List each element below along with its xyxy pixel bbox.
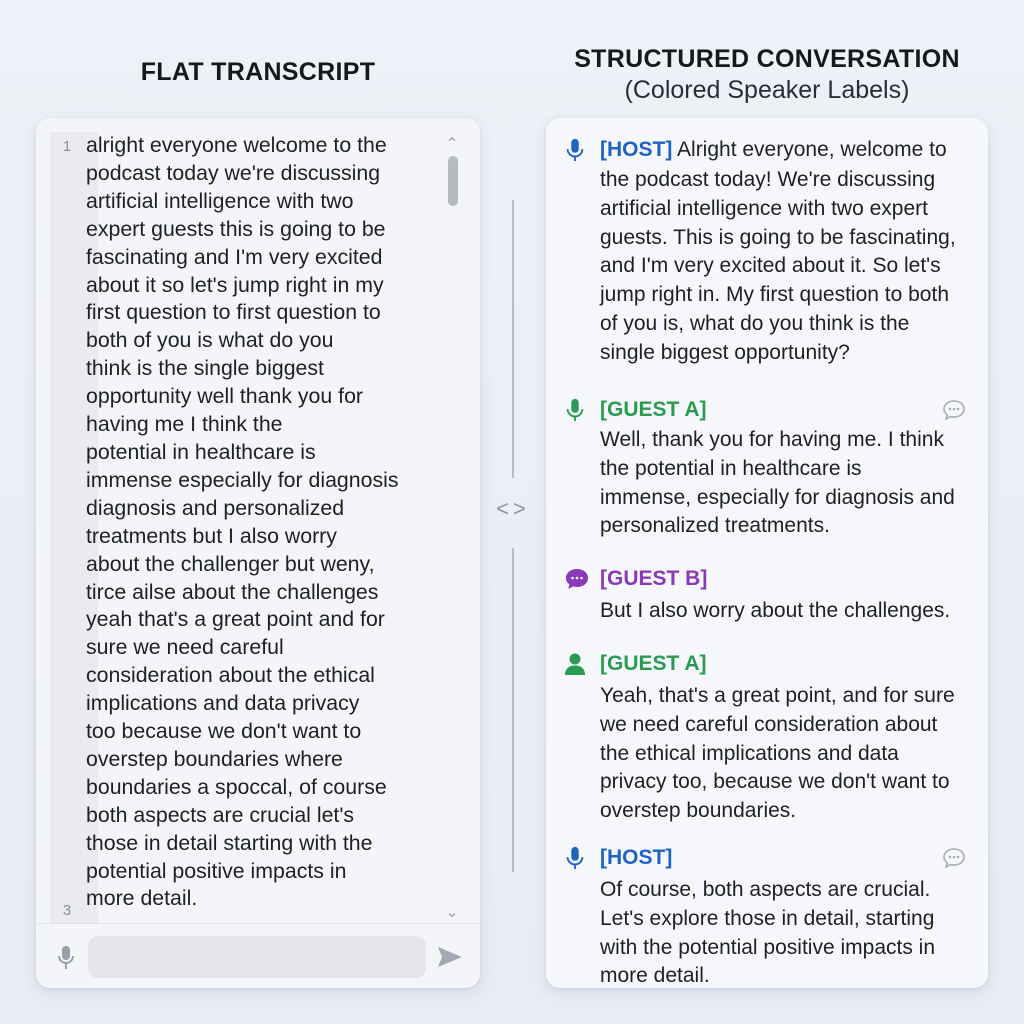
speaker-label: [GUEST B] — [600, 567, 708, 590]
message-guest-a — [546, 652, 988, 822]
message-text: Well, thank you for having me. I think the potential in healthcare is immense, especially for diagnosis and personalized treatments. — [600, 428, 955, 538]
composer-bar — [36, 923, 480, 988]
scroll-down-chevron-icon[interactable]: ⌄ — [445, 904, 459, 921]
speaker-label: [HOST] — [600, 138, 673, 161]
message-text: But I also worry about the challenges. — [600, 599, 951, 622]
speaker-label: [GUEST A] — [600, 398, 707, 421]
speaker-label: [GUEST A] — [600, 652, 707, 675]
scrollbar-thumb[interactable] — [448, 156, 458, 206]
flat-transcript-heading: FLAT TRANSCRIPT — [140, 58, 376, 86]
structured-conversation-subtitle: (Colored Speaker Labels) — [624, 76, 910, 104]
flat-transcript-text: alright everyone welcome to the podcast today we're discussing artificial intelligence with two expert guests this is going to be fascinating and I'm very excited about it so let's jump right in my first question to first question to both of you is what do you think is the single biggest opportunity well thank you for having me I think the potential in healthcare is immense especially for diagnosis diagnosis and personalized treatments but I also worry about the challenger but weny, tirce ailse about the challenges yeah that's a great point and for sure we need careful consideration about the ethical implications and data privacy too because we don't want to overstep boundaries where boundaries a spoccal, of course both aspects are crucial let's those in detail starting with the potential positive impacts in more detail. — [86, 133, 399, 911]
divider-line — [512, 548, 514, 872]
transcript-scroll-area[interactable] — [36, 118, 480, 923]
microphone-icon — [564, 398, 586, 422]
structured-conversation-heading — [546, 44, 988, 106]
send-icon[interactable] — [436, 944, 464, 970]
message-host — [546, 138, 988, 378]
line-number: 3 — [62, 902, 72, 919]
speech-bubble-icon — [564, 567, 590, 591]
microphone-icon — [564, 846, 586, 870]
message-text: Yeah, that's a great point, and for sure we need careful consideration about the ethical implications and data privacy too, because we don't want to overstep boundaries. — [600, 684, 955, 823]
structured-conversation-panel — [546, 118, 988, 988]
comment-icon[interactable] — [942, 399, 966, 421]
message-host — [546, 846, 988, 986]
speaker-label: [HOST] — [600, 846, 673, 869]
message-guest-b — [546, 567, 988, 627]
person-icon — [564, 652, 586, 676]
line-number: 1 — [62, 138, 72, 155]
message-text-first-line: Alright everyone, welcome to — [677, 138, 947, 161]
comment-icon[interactable] — [942, 847, 966, 869]
flat-transcript-panel — [36, 118, 480, 988]
scroll-up-chevron-icon[interactable]: ⌃ — [445, 136, 459, 153]
microphone-icon — [564, 138, 586, 162]
message-guest-a — [546, 398, 988, 538]
message-text: Of course, both aspects are crucial. Let's explore those in detail, starting with the potential positive impacts in more detail. — [600, 878, 936, 988]
structured-conversation-title: STRUCTURED CONVERSATION — [574, 45, 960, 73]
divider-line — [512, 200, 514, 478]
code-brackets-icon: <> — [496, 496, 530, 521]
message-input[interactable] — [88, 936, 426, 978]
message-text: the podcast today! We're discussing artificial intelligence with two expert guests. This is going to be fascinating, and I'm very excited about it. So let's jump right in. My first question to both of you is, what do you think is the single biggest opportunity? — [600, 168, 956, 364]
composer-microphone-icon[interactable] — [56, 944, 76, 972]
